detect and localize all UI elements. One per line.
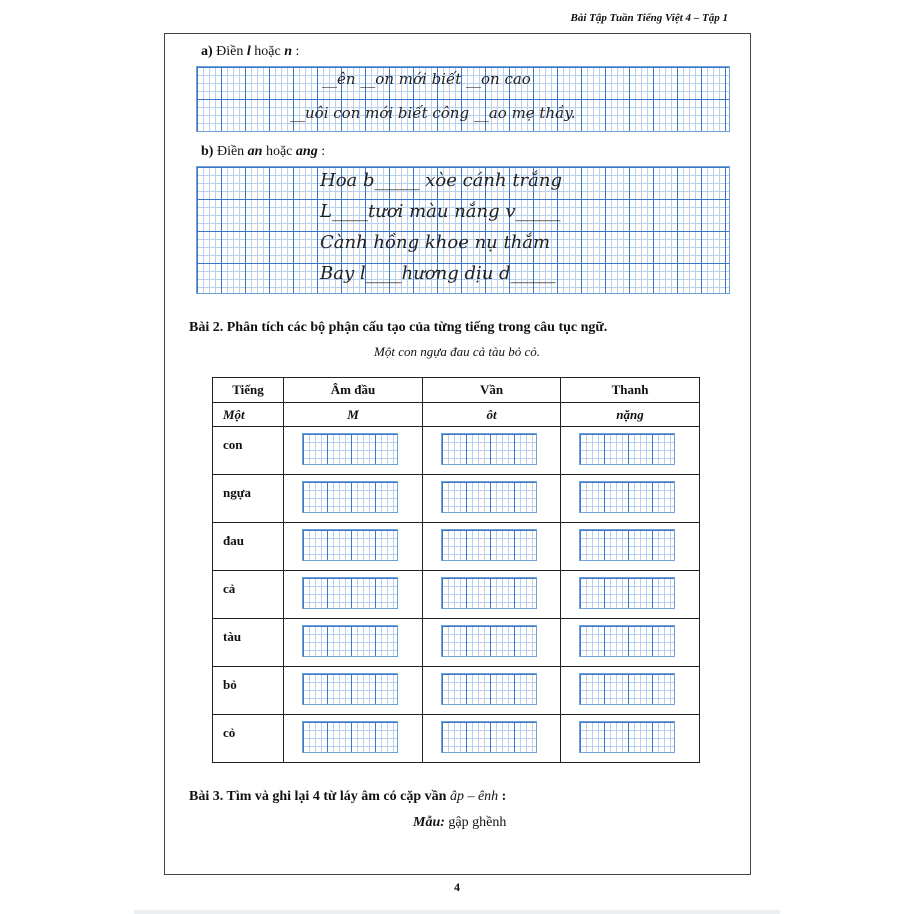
am-dau-cell[interactable] bbox=[284, 475, 423, 523]
part-b-line-4: Bay l____hương dịu d_____ bbox=[320, 263, 556, 284]
example-van: ôt bbox=[423, 403, 561, 427]
part-a-n: n bbox=[284, 44, 293, 59]
am-dau-cell[interactable] bbox=[284, 427, 423, 475]
bottom-strip bbox=[134, 910, 780, 914]
thanh-cell[interactable] bbox=[561, 523, 700, 571]
part-b-line-1: Hoa b_____ xòe cánh trắng bbox=[320, 170, 562, 191]
thanh-cell[interactable] bbox=[561, 715, 700, 763]
page-number: 4 bbox=[454, 880, 460, 894]
table-row bbox=[213, 619, 700, 667]
mini-grid bbox=[302, 577, 398, 609]
page-header: Bài Tập Tuần Tiếng Việt 4 – Tập 1 bbox=[570, 12, 728, 24]
van-cell[interactable] bbox=[423, 523, 561, 571]
mini-grid bbox=[579, 529, 675, 561]
am-dau-cell[interactable] bbox=[284, 619, 423, 667]
header-am-dau: Âm đầu bbox=[284, 378, 423, 403]
mini-grid bbox=[441, 433, 537, 465]
row-word: đau bbox=[213, 523, 284, 571]
bai3-title bbox=[189, 789, 506, 805]
table-header-row bbox=[213, 378, 700, 403]
van-cell[interactable] bbox=[423, 427, 561, 475]
thanh-cell[interactable] bbox=[561, 571, 700, 619]
am-dau-cell[interactable] bbox=[284, 667, 423, 715]
mini-grid bbox=[441, 577, 537, 609]
part-b-line-2: L____tươi màu nắng v_____ bbox=[320, 201, 561, 222]
part-b-text1: Điền bbox=[216, 144, 248, 159]
thanh-cell[interactable] bbox=[561, 427, 700, 475]
row-word: ngựa bbox=[213, 475, 284, 523]
am-dau-cell[interactable] bbox=[284, 715, 423, 763]
mini-grid bbox=[579, 577, 675, 609]
header-tieng: Tiếng bbox=[213, 378, 284, 403]
bai3-title-italic: âp – ênh bbox=[449, 789, 499, 804]
mini-grid bbox=[579, 673, 675, 705]
van-cell[interactable] bbox=[423, 571, 561, 619]
part-a-text1: Điền bbox=[216, 44, 247, 59]
part-b-label bbox=[201, 144, 325, 160]
van-cell[interactable] bbox=[423, 619, 561, 667]
bai3-example bbox=[413, 815, 506, 831]
part-a-prefix: a) bbox=[201, 44, 213, 59]
mini-grid bbox=[441, 481, 537, 513]
part-b-prefix: b) bbox=[201, 144, 214, 159]
row-word: cỏ bbox=[213, 715, 284, 763]
bai3-title-end: : bbox=[498, 789, 507, 804]
table-row bbox=[213, 571, 700, 619]
example-thanh: nặng bbox=[561, 403, 700, 427]
part-a-line-1: __ên __on mới biết __on cao bbox=[322, 70, 531, 88]
table-example-row bbox=[213, 403, 700, 427]
mini-grid bbox=[579, 433, 675, 465]
part-b-ang: ang bbox=[295, 144, 318, 159]
part-a-text3: : bbox=[292, 44, 300, 59]
header-van: Vần bbox=[423, 378, 561, 403]
mini-grid bbox=[302, 673, 398, 705]
part-a-label bbox=[201, 44, 299, 60]
van-cell[interactable] bbox=[423, 475, 561, 523]
mini-grid bbox=[302, 625, 398, 657]
bai2-sentence: Một con ngựa đau cả tàu bỏ cỏ. bbox=[374, 344, 540, 359]
table-row bbox=[213, 523, 700, 571]
row-word: con bbox=[213, 427, 284, 475]
mini-grid bbox=[302, 481, 398, 513]
mini-grid bbox=[302, 529, 398, 561]
mini-grid bbox=[579, 721, 675, 753]
mini-grid bbox=[302, 433, 398, 465]
am-dau-cell[interactable] bbox=[284, 523, 423, 571]
mini-grid bbox=[441, 721, 537, 753]
table-row bbox=[213, 715, 700, 763]
row-word: tàu bbox=[213, 619, 284, 667]
part-b-an: an bbox=[247, 144, 263, 159]
bai2-title: Bài 2. Phân tích các bộ phận cấu tạo của từng tiếng trong câu tục ngữ. bbox=[189, 320, 608, 335]
table-row bbox=[213, 667, 700, 715]
example-word: Một bbox=[213, 403, 284, 427]
mini-grid bbox=[441, 529, 537, 561]
van-cell[interactable] bbox=[423, 715, 561, 763]
part-a-text2: hoặc bbox=[250, 44, 285, 59]
table-row bbox=[213, 427, 700, 475]
mini-grid bbox=[302, 721, 398, 753]
thanh-cell[interactable] bbox=[561, 475, 700, 523]
example-am-dau: M bbox=[284, 403, 423, 427]
mau-label: Mẫu: bbox=[413, 815, 445, 830]
row-word: bỏ bbox=[213, 667, 284, 715]
part-b-text2: hoặc bbox=[262, 144, 296, 159]
van-cell[interactable] bbox=[423, 667, 561, 715]
mini-grid bbox=[441, 625, 537, 657]
thanh-cell[interactable] bbox=[561, 619, 700, 667]
bai3-title-bold: Bài 3. Tìm và ghi lại 4 từ láy âm có cặp vần bbox=[189, 789, 450, 804]
mini-grid bbox=[441, 673, 537, 705]
header-thanh: Thanh bbox=[561, 378, 700, 403]
mini-grid bbox=[579, 625, 675, 657]
part-a-l: l bbox=[246, 44, 251, 59]
analysis-table bbox=[212, 377, 700, 763]
part-b-text3: : bbox=[317, 144, 326, 159]
part-a-line-2: __uôi con mới biết công __ao mẹ thầy. bbox=[290, 104, 576, 122]
row-word: cả bbox=[213, 571, 284, 619]
table-row bbox=[213, 475, 700, 523]
mini-grid bbox=[579, 481, 675, 513]
part-b-line-3: Cành hồng khoe nụ thắm bbox=[320, 232, 551, 253]
thanh-cell[interactable] bbox=[561, 667, 700, 715]
am-dau-cell[interactable] bbox=[284, 571, 423, 619]
mau-value: gập ghềnh bbox=[444, 815, 507, 830]
